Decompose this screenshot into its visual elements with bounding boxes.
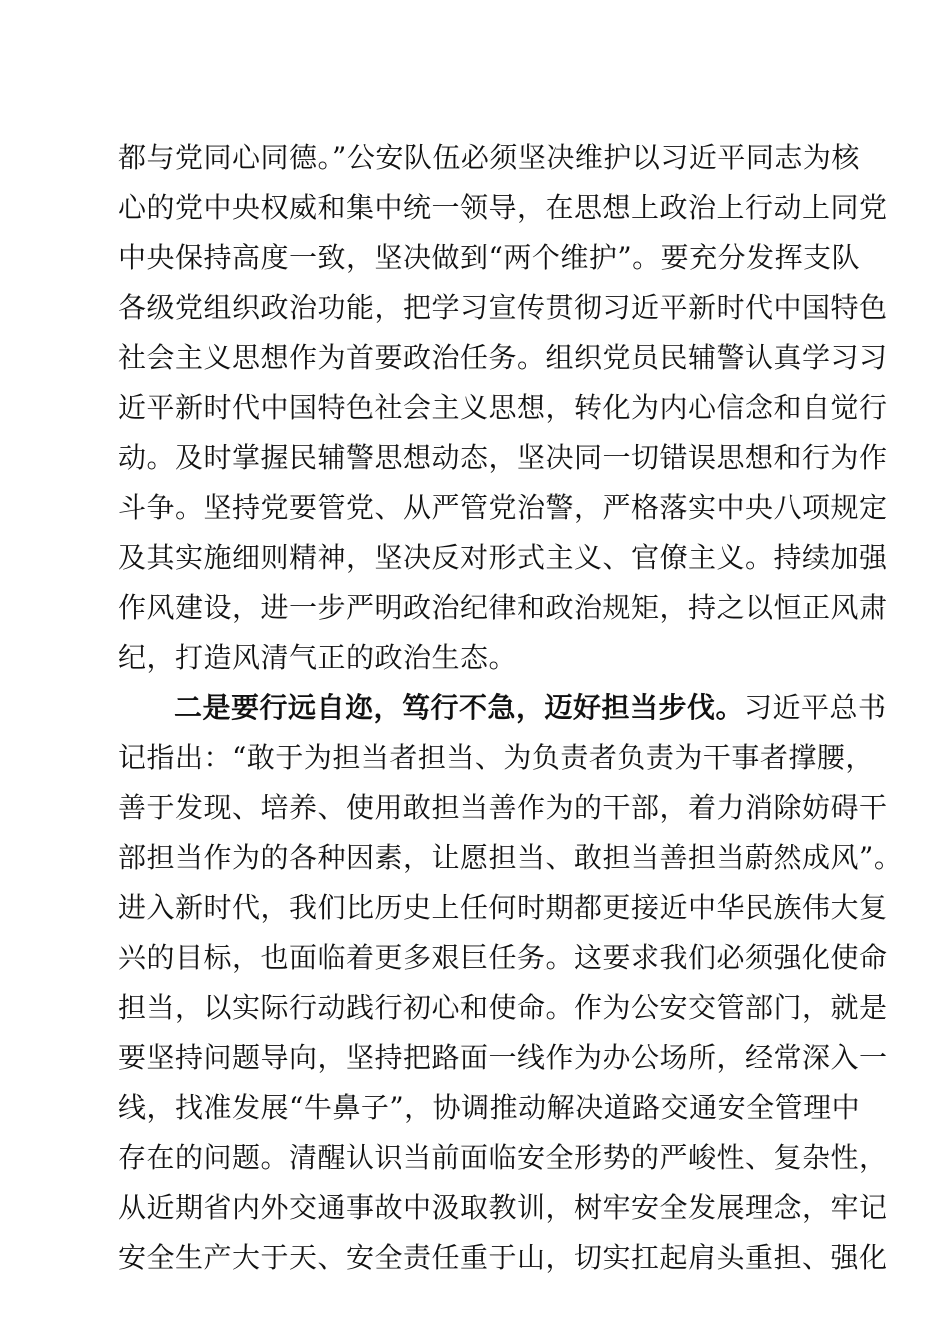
- text-line: 中央保持高度一致，坚决做到“两个维护”。要充分发挥支队: [118, 241, 861, 274]
- text-line: 担当，以实际行动践行初心和使命。作为公安交管部门，就是: [118, 991, 888, 1024]
- text-line: 动。及时掌握民辅警思想动态，坚决同一切错误思想和行为作: [118, 441, 888, 474]
- text-line: 存在的问题。清醒认识当前面临安全形势的严峻性、复杂性，: [118, 1141, 888, 1174]
- text-line: 兴的目标，也面临着更多艰巨任务。这要求我们必须强化使命: [118, 941, 888, 974]
- paragraph-heading: 二是要行远自迩，笃行不急，迈好担当步伐。: [174, 691, 745, 724]
- text-line: 要坚持问题导向，坚持把路面一线作为办公场所，经常深入一: [118, 1041, 888, 1074]
- text-line: 安全生产大于天、安全责任重于山，切实扛起肩头重担、强化: [118, 1241, 888, 1274]
- paragraph-first-line: [174, 688, 887, 728]
- text-line: 近平新时代中国特色社会主义思想，转化为内心信念和自觉行: [118, 391, 888, 424]
- text-line: 线，找准发展“牛鼻子”，协调推动解决道路交通安全管理中: [118, 1091, 861, 1124]
- text-line: 及其实施细则精神，坚决反对形式主义、官僚主义。持续加强: [118, 541, 888, 574]
- text-line: 进入新时代，我们比历史上任何时期都更接近中华民族伟大复: [118, 891, 888, 924]
- text-line: 各级党组织政治功能，把学习宣传贯彻习近平新时代中国特色: [118, 291, 888, 324]
- text-line: 心的党中央权威和集中统一领导，在思想上政治上行动上同党: [118, 191, 888, 224]
- text-line: 善于发现、培养、使用敢担当善作为的干部，着力消除妨碍干: [118, 791, 888, 824]
- text-line: 记指出：“敢于为担当者担当、为负责者负责为干事者撑腰，: [118, 741, 874, 774]
- text-line: 社会主义思想作为首要政治任务。组织党员民辅警认真学习习: [118, 341, 888, 374]
- text-line: 都与党同心同德。”公安队伍必须坚决维护以习近平同志为核: [118, 141, 860, 174]
- text-line: 斗争。坚持党要管党、从严管党治警，严格落实中央八项规定: [118, 491, 888, 524]
- text-line: 从近期省内外交通事故中汲取教训，树牢安全发展理念，牢记: [118, 1191, 888, 1224]
- text-line: 作风建设，进一步严明政治纪律和政治规矩，持之以恒正风肃: [118, 591, 888, 624]
- text-line: 纪，打造风清气正的政治生态。: [118, 641, 518, 674]
- paragraph-lead-text: 习近平总书: [744, 691, 887, 724]
- text-line: 部担当作为的各种因素，让愿担当、敢担当善担当蔚然成风”。: [118, 841, 903, 874]
